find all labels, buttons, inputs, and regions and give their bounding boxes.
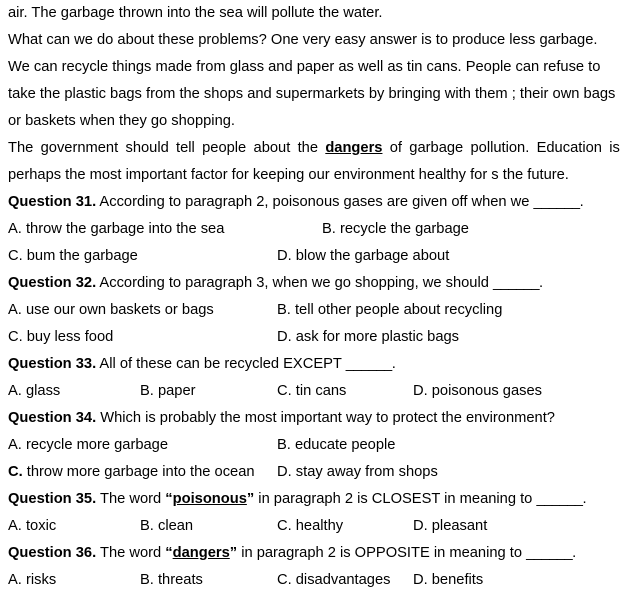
answer-option[interactable] [8,459,255,486]
option-letter: A. [8,221,22,237]
passage-word: Education [536,140,602,156]
answer-option[interactable] [413,513,487,540]
question-stem [8,405,620,432]
passage-line: perhaps the most important factor for keeping our environment healthy for s the future. [8,167,569,183]
option-text: threats [153,572,203,588]
option-letter: C. [8,248,23,264]
option-letter: A. [8,383,22,399]
question-number: Question 33. [8,356,97,372]
option-text: clean [153,518,194,534]
close-quote: ” [246,491,255,507]
question-text: in paragraph 2 is CLOSEST in meaning to [254,491,537,507]
keyword-dangers: dangers [325,140,383,156]
option-text: paper [153,383,196,399]
passage-line: What can we do about these problems? One very easy answer is to produce less garbage. [8,32,598,48]
open-quote: “ [165,545,173,561]
option-text: stay away from shops [291,464,438,480]
option-row [8,216,620,243]
question-text: The word [96,491,166,507]
answer-option[interactable] [277,513,343,540]
option-text: pleasant [427,518,488,534]
option-letter: B. [277,437,291,453]
option-letter: A. [8,572,22,588]
passage-word: garbage [409,140,464,156]
passage-line: We can recycle things made from glass and paper as well as tin cans. People can refuse to [8,59,601,75]
option-row [8,297,620,324]
passage-word: should [125,140,169,156]
answer-option[interactable] [277,567,391,594]
question-text: Which is probably the most important way to protect the environment? [96,410,555,426]
option-text: benefits [427,572,484,588]
answer-option[interactable] [413,567,483,594]
option-letter: D. [413,572,428,588]
option-text: throw the garbage into the sea [21,221,225,237]
question-stem [8,351,620,378]
option-text: risks [21,572,57,588]
question-text: According to paragraph 3, when we go shopping, we should [96,275,493,291]
option-letter: D. [277,464,292,480]
answer-option[interactable] [413,378,542,405]
answer-option[interactable] [140,513,193,540]
answer-option[interactable] [8,324,113,351]
option-row [8,324,620,351]
option-letter: C. [277,572,292,588]
answer-option[interactable] [8,297,214,324]
option-text: disadvantages [291,572,391,588]
passage-word: about [253,140,291,156]
answer-blank: ______ [345,356,392,372]
answer-option[interactable] [8,378,60,405]
option-text: toxic [21,518,57,534]
option-letter: D. [413,518,428,534]
question-text: The word [96,545,166,561]
answer-option[interactable] [8,513,56,540]
answer-blank: ______ [536,491,583,507]
option-row [8,378,620,405]
answer-option[interactable] [277,432,395,459]
option-letter: C. [8,464,23,480]
passage-line: air. The garbage thrown into the sea will pollute the water. [8,5,383,21]
passage-word: government [40,140,119,156]
passage-word: the [297,140,319,156]
option-text: educate people [290,437,396,453]
question-number: Question 36. [8,545,97,561]
option-letter: C. [277,383,292,399]
question-list [8,189,620,594]
question-text: . [539,275,544,291]
option-letter: D. [413,383,428,399]
option-letter: B. [322,221,336,237]
question-number: Question 35. [8,491,97,507]
option-letter: A. [8,518,22,534]
open-quote: “ [165,491,173,507]
question-text: According to paragraph 2, poisonous gases are given off when we [96,194,534,210]
answer-option[interactable] [322,216,469,243]
passage-word: pollution. [470,140,530,156]
question-number: Question 31. [8,194,97,210]
answer-option[interactable] [277,459,438,486]
passage-word: is [609,140,620,156]
option-text: buy less food [22,329,114,345]
question-text: . [572,545,577,561]
passage-line [8,135,620,162]
reading-passage [8,0,620,189]
option-text: blow the garbage about [291,248,450,264]
option-text: ask for more plastic bags [291,329,460,345]
question-number: Question 32. [8,275,97,291]
answer-option[interactable] [277,297,502,324]
answer-blank: ______ [492,275,539,291]
answer-option[interactable] [8,567,56,594]
passage-line: or baskets when they go shopping. [8,113,235,129]
option-text: recycle the garbage [335,221,469,237]
answer-option[interactable] [140,378,196,405]
option-text: throw more garbage into the ocean [22,464,255,480]
option-letter: D. [277,248,292,264]
passage-word: The [8,140,34,156]
answer-option[interactable] [277,324,459,351]
question-stem [8,486,620,513]
option-letter: B. [140,383,154,399]
close-quote: ” [229,545,238,561]
answer-option[interactable] [8,432,168,459]
question-text: . [391,356,396,372]
option-letter: C. [277,518,292,534]
answer-option[interactable] [8,243,138,270]
passage-line: take the plastic bags from the shops and supermarkets by bringing with them ; their own bags [8,86,616,102]
question-text: in paragraph 2 is OPPOSITE in meaning to [237,545,527,561]
keyword-dangers: dangers [172,545,230,561]
answer-option[interactable] [8,216,224,243]
question-number: Question 34. [8,410,97,426]
passage-word: of [389,140,402,156]
option-letter: B. [140,572,154,588]
option-text: glass [21,383,61,399]
option-row [8,459,620,486]
option-row [8,513,620,540]
option-text: healthy [291,518,344,534]
option-text: poisonous gases [427,383,543,399]
option-text: use our own baskets or bags [21,302,214,318]
keyword-poisonous: poisonous [172,491,247,507]
option-text: tin cans [291,383,347,399]
option-letter: A. [8,302,22,318]
passage-word: people [202,140,247,156]
passage-word: tell [176,140,195,156]
question-stem [8,270,620,297]
question-text: . [579,194,584,210]
option-row [8,432,620,459]
option-letter: D. [277,329,292,345]
option-letter: B. [140,518,154,534]
question-text: . [582,491,587,507]
answer-blank: ______ [526,545,573,561]
answer-option[interactable] [140,567,203,594]
option-text: bum the garbage [22,248,138,264]
option-letter: B. [277,302,291,318]
option-text: recycle more garbage [21,437,169,453]
option-text: tell other people about recycling [290,302,503,318]
answer-blank: ______ [533,194,580,210]
question-text: All of these can be recycled EXCEPT [96,356,346,372]
option-letter: A. [8,437,22,453]
answer-option[interactable] [277,378,346,405]
answer-option[interactable] [277,243,449,270]
option-row [8,567,620,594]
option-row [8,243,620,270]
question-stem [8,540,620,567]
option-letter: C. [8,329,23,345]
question-stem [8,189,620,216]
